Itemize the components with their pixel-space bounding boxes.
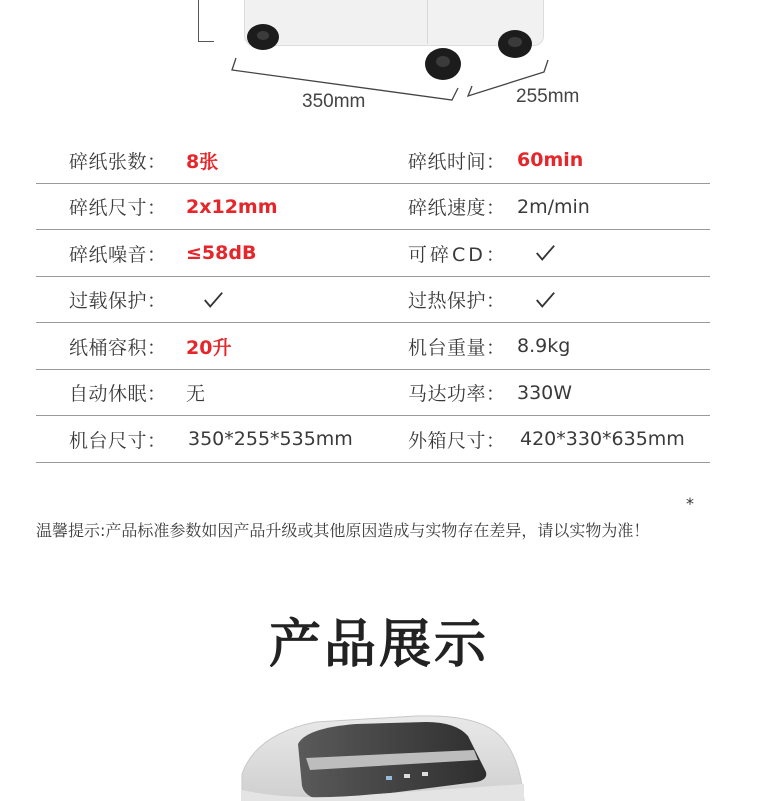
spec-value: 8.9kg — [517, 335, 571, 357]
spec-value: 无 — [186, 383, 206, 405]
section-title: 产品展示 — [268, 615, 489, 675]
spec-row — [36, 416, 710, 463]
dimension-lines — [0, 0, 758, 130]
check-icon — [534, 277, 556, 323]
spec-value: 8张 — [186, 150, 219, 173]
spec-label: 可碎CD： — [408, 243, 508, 266]
spec-value: 420*330*635mm — [520, 428, 685, 450]
width-dimension-label: 350mm — [302, 91, 366, 112]
spec-label: 机台尺寸： — [69, 429, 167, 452]
spec-value: 350*255*535mm — [188, 428, 353, 450]
spec-label: 外箱尺寸： — [408, 429, 506, 452]
check-icon — [202, 277, 224, 323]
spec-label: 纸桶容积： — [69, 336, 167, 359]
spec-label: 碎纸张数： — [69, 150, 167, 173]
spec-row — [36, 184, 710, 231]
spec-label: 机台重量： — [408, 336, 506, 359]
disclaimer-note: 温馨提示:产品标准参数如因产品升级或其他原因造成与实物存在差异，请以实物为准！ — [36, 521, 650, 540]
spec-row — [36, 370, 710, 417]
footnote-star: * — [686, 494, 694, 513]
product-top-image — [236, 714, 526, 801]
spec-row — [36, 137, 710, 184]
spec-label: 过载保护： — [69, 290, 167, 312]
spec-row — [36, 277, 710, 324]
spec-label: 碎纸速度： — [408, 197, 506, 219]
spec-value: 20升 — [186, 336, 232, 359]
spec-row — [36, 323, 710, 370]
spec-label: 碎纸时间： — [408, 150, 506, 173]
spec-label: 碎纸尺寸： — [69, 197, 167, 219]
check-icon — [534, 230, 556, 276]
spec-label: 碎纸噪音： — [69, 243, 167, 266]
spec-value: 2m/min — [517, 195, 590, 218]
depth-dimension-label: 255mm — [516, 86, 580, 107]
spec-label: 马达功率： — [408, 383, 506, 405]
spec-value: 60min — [517, 149, 584, 171]
product-dimension-illustration — [0, 0, 758, 130]
spec-label: 自动休眠： — [69, 383, 167, 405]
spec-value: 330W — [517, 381, 573, 404]
spec-table — [36, 137, 710, 463]
spec-row — [36, 230, 710, 277]
spec-value: ≤58dB — [186, 242, 257, 264]
spec-value: 2x12mm — [186, 195, 278, 218]
spec-label: 过热保护： — [408, 290, 506, 312]
